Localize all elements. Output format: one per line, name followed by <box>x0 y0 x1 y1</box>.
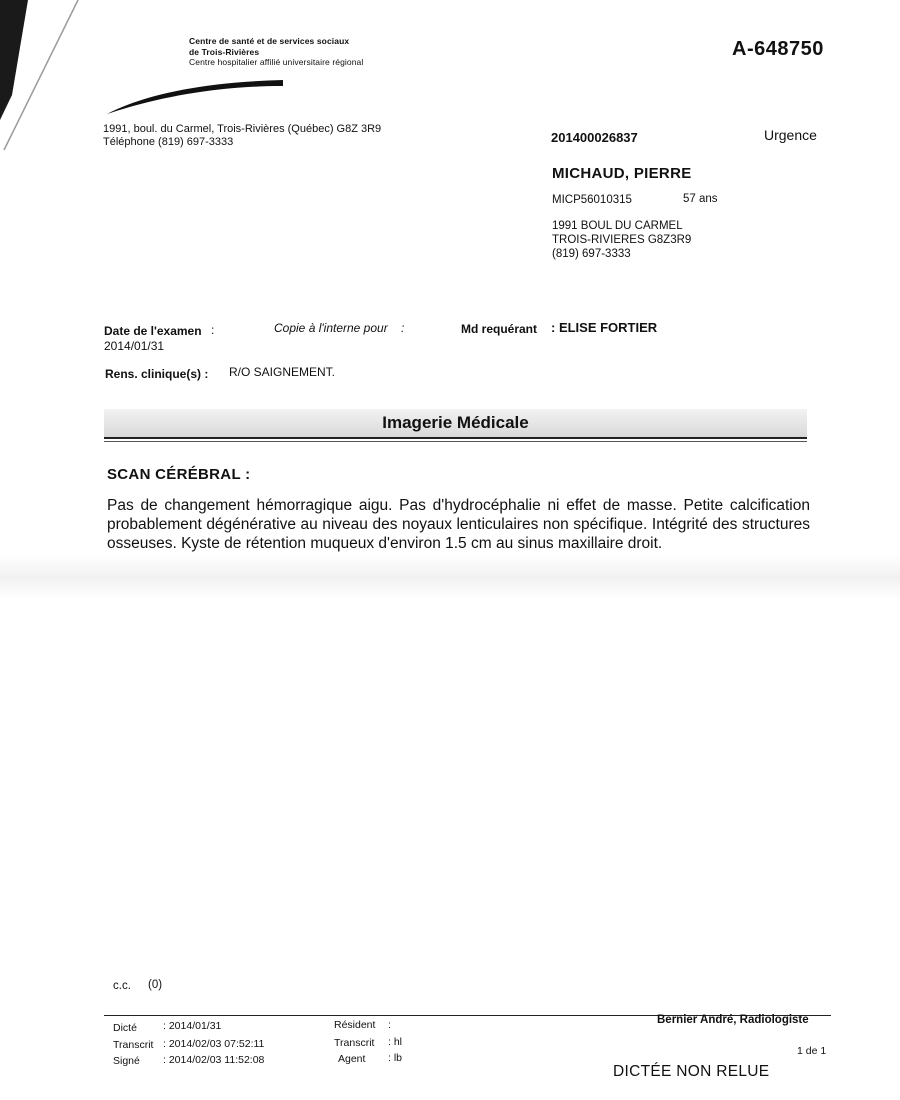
exam-date-colon: : <box>211 323 215 337</box>
patient-name: MICHAUD, PIERRE <box>552 165 692 182</box>
visit-number: 201400026837 <box>551 130 638 145</box>
cc-label: c.c. <box>113 980 131 992</box>
transcrit-value: : 2014/02/03 07:52:11 <box>163 1038 265 1050</box>
institution-name-line1: Centre de santé et de services sociaux <box>189 36 350 46</box>
institution-logo-swoosh <box>105 76 285 116</box>
transcrit-label: Transcrit <box>113 1039 154 1051</box>
visit-type: Urgence <box>764 127 817 143</box>
transcrit2-value: : hl <box>388 1036 403 1048</box>
resident-label: Résident <box>334 1019 376 1031</box>
banner-underline <box>104 441 807 442</box>
patient-address-line2: TROIS-RIVIERES G8Z3R9 <box>552 234 692 246</box>
transcrit2-label: Transcrit <box>334 1037 375 1049</box>
copy-internal-label: Copie à l'interne pour <box>274 321 388 335</box>
not-reviewed-stamp: DICTÉE NON RELUE <box>613 1063 770 1080</box>
exam-date-label: Date de l'examen <box>104 324 202 338</box>
banner-title: Imagerie Médicale <box>382 413 529 432</box>
institution-telephone: Téléphone (819) 697-3333 <box>103 136 234 148</box>
agent-label: Agent <box>338 1053 366 1065</box>
copy-internal-colon: : <box>401 321 405 335</box>
patient-address-line1: 1991 BOUL DU CARMEL <box>552 220 683 232</box>
patient-id: MICP56010315 <box>552 194 632 206</box>
document-number: A-648750 <box>732 38 824 60</box>
patient-phone: (819) 697-3333 <box>552 248 631 260</box>
patient-address-block <box>552 219 691 261</box>
institution-name-line3: Centre hospitalier affilié universitaire régional <box>189 57 364 67</box>
requester-label: Md requérant <box>461 322 538 336</box>
institution-address: 1991, boul. du Carmel, Trois-Rivières (Québec) G8Z 3R9 <box>103 123 382 135</box>
resident-value: : <box>388 1019 391 1031</box>
patient-age: 57 ans <box>683 193 718 205</box>
dicte-label: Dicté <box>113 1022 137 1034</box>
scan-edge-shadow <box>0 0 90 160</box>
clinical-info-value: R/O SAIGNEMENT. <box>229 365 336 379</box>
exam-date-value: 2014/01/31 <box>104 339 165 353</box>
scan-shading-band <box>0 555 900 600</box>
signe-value: : 2014/02/03 11:52:08 <box>163 1054 265 1066</box>
page-number: 1 de 1 <box>797 1045 827 1057</box>
agent-value: : lb <box>388 1052 403 1064</box>
report-body: Pas de changement hémorragique aigu. Pas d'hydrocéphalie ni effet de masse. Petite calcification probablement dégénérative au niveau des noyaux lenticulaires non spécifique. Intégrité des structures osseuses. Kyste de rétention muqueux d'environ 1.5 cm au sinus maxillaire droit. <box>107 497 810 552</box>
requester-value: : ELISE FORTIER <box>551 320 658 335</box>
cc-value: (0) <box>148 979 163 991</box>
institution-block <box>189 36 363 68</box>
institution-address-block <box>103 123 381 149</box>
institution-name-line2: de Trois-Rivières <box>189 46 260 57</box>
radiologist-signature: Bernier André, Radiologiste <box>657 1014 809 1026</box>
signe-label: Signé <box>113 1055 140 1067</box>
section-banner <box>104 409 807 439</box>
clinical-info-label: Rens. clinique(s) : <box>105 367 209 381</box>
dicte-value: : 2014/01/31 <box>163 1020 222 1032</box>
report-title: SCAN CÉRÉBRAL : <box>107 466 251 483</box>
